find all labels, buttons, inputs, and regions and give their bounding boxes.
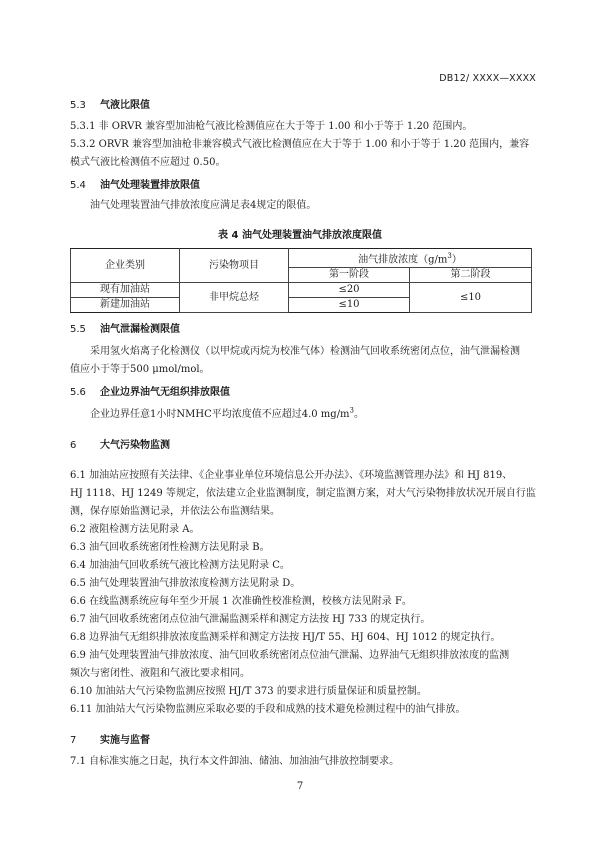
clause-6-6: 6.6 在线监测系统应每年至少开展 1 次准确性校准检测，校核方法见附录 F。 (70, 596, 412, 607)
header-stage-2: 第二阶段 (410, 268, 532, 283)
header-pollutant: 污染物项目 (180, 249, 289, 283)
clause-5-3-2-cont: 模式气液比检测值不应超过 0.50。 (70, 157, 226, 168)
clause-6-7: 6.7 油气回收系统密闭点位油气泄漏监测采样和测定方法按 HJ 733 的规定执行。 (70, 614, 431, 625)
header-enterprise-type: 企业类别 (71, 249, 180, 283)
cell-new-stage-1: ≤10 (289, 298, 410, 313)
clause-6-8: 6.8 边界油气无组织排放浓度监测采样和测定方法按 HJ/T 55、HJ 604、HJ 1012 的规定执行。 (70, 632, 501, 643)
emission-limit-table (70, 248, 532, 313)
header-concentration: 油气排放浓度$(g/m^3)$ (289, 249, 532, 268)
cell-new-station: 新建加油站 (71, 298, 180, 313)
clause-6-1-cont-2: 测，保存原始监测记录，并依法公布监测结果。 (70, 506, 280, 517)
section-heading-5-3: 5.3 气液比限值 (70, 100, 150, 111)
clause-6-5: 6.5 油气处理装置油气排放浓度检测方法见附录 D。 (70, 578, 301, 589)
paragraph-5-5-line-1: 采用氢火焰离子化检测仪（以甲烷或丙烷为校准气体）检测油气回收系统密闭点位，油气泄漏检测 (90, 346, 520, 357)
clause-5-3-1: 5.3.1 非 ORVR 兼容型加油枪气液比检测值应在大于等于 1.00 和小于等于 1.20 范围内。 (70, 121, 473, 132)
page-number: 7 (296, 781, 304, 792)
clause-6-9-cont: 频次与密闭性、液阻和气液比要求相同。 (70, 668, 250, 679)
cell-pollutant: 非甲烷总烃 (180, 283, 289, 313)
clause-6-1: 6.1 加油站应按照有关法律、《企业事业单位环境信息公开办法》、《环境监测管理办法》和 HJ 819、 (70, 470, 513, 481)
section-heading-5-4: 5.4 油气处理装置排放限值 (70, 180, 200, 191)
clause-6-10: 6.10 加油站大气污染物监测应按照 HJ/T 373 的要求进行质量保证和质量控制。 (70, 686, 427, 697)
table-4-title: 表 4 油气处理装置油气排放浓度限值 (218, 230, 382, 241)
cell-existing-stage-1: ≤20 (289, 283, 410, 298)
cell-existing-station: 现有加油站 (71, 283, 180, 298)
clause-6-11: 6.11 加油站大气污染物监测应采取必要的手段和成熟的技术避免检测过程中的油气排放。 (70, 704, 466, 715)
clause-6-2: 6.2 液阻检测方法见附录 A。 (70, 524, 200, 535)
clause-5-3-2: 5.3.2 ORVR 兼容型加油枪非兼容模式气液比检测值应在大于等于 1.00 和小于等于 1.20 范围内，兼容 (70, 139, 530, 150)
paragraph-5-5-line-2: 值应小于等于500 μmol/mol。 (70, 364, 210, 375)
clause-6-9: 6.9 油气处理装置油气排放浓度、油气回收系统密闭点位油气泄漏、边界油气无组织排放浓度的监测 (70, 650, 510, 661)
section-heading-6: 6 大气污染物监测 (70, 440, 170, 451)
paragraph-5-4: 油气处理装置油气排放浓度应满足表4规定的限值。 (90, 200, 317, 211)
section-heading-5-6: 5.6 企业边界油气无组织排放限值 (70, 387, 230, 398)
cell-stage-2-value: ≤10 (410, 283, 532, 313)
paragraph-5-6: 企业边界任意1小时NMHC平均浓度值不应超过4.0 $mg/m^3$。 (90, 406, 365, 420)
clause-6-3: 6.3 油气回收系统密闭性检测方法见附录 B。 (70, 542, 270, 553)
section-heading-5-5: 5.5 油气泄漏检测限值 (70, 324, 180, 335)
section-heading-7: 7 实施与监督 (70, 735, 150, 746)
header-stage-1: 第一阶段 (289, 268, 410, 283)
document-code: DB12/ XXXX—XXXX (439, 73, 536, 84)
clause-6-4: 6.4 加油油气回收系统气液比检测方法见附录 C。 (70, 560, 290, 571)
clause-6-1-cont-1: HJ 1118、HJ 1249 等规定，依法建立企业监测制度，制定监测方案，对大气污染物排放状况开展自行监 (70, 488, 536, 499)
clause-7-1: 7.1 自标准实施之日起，执行本文件卸油、储油、加油油气排放控制要求。 (70, 756, 400, 767)
